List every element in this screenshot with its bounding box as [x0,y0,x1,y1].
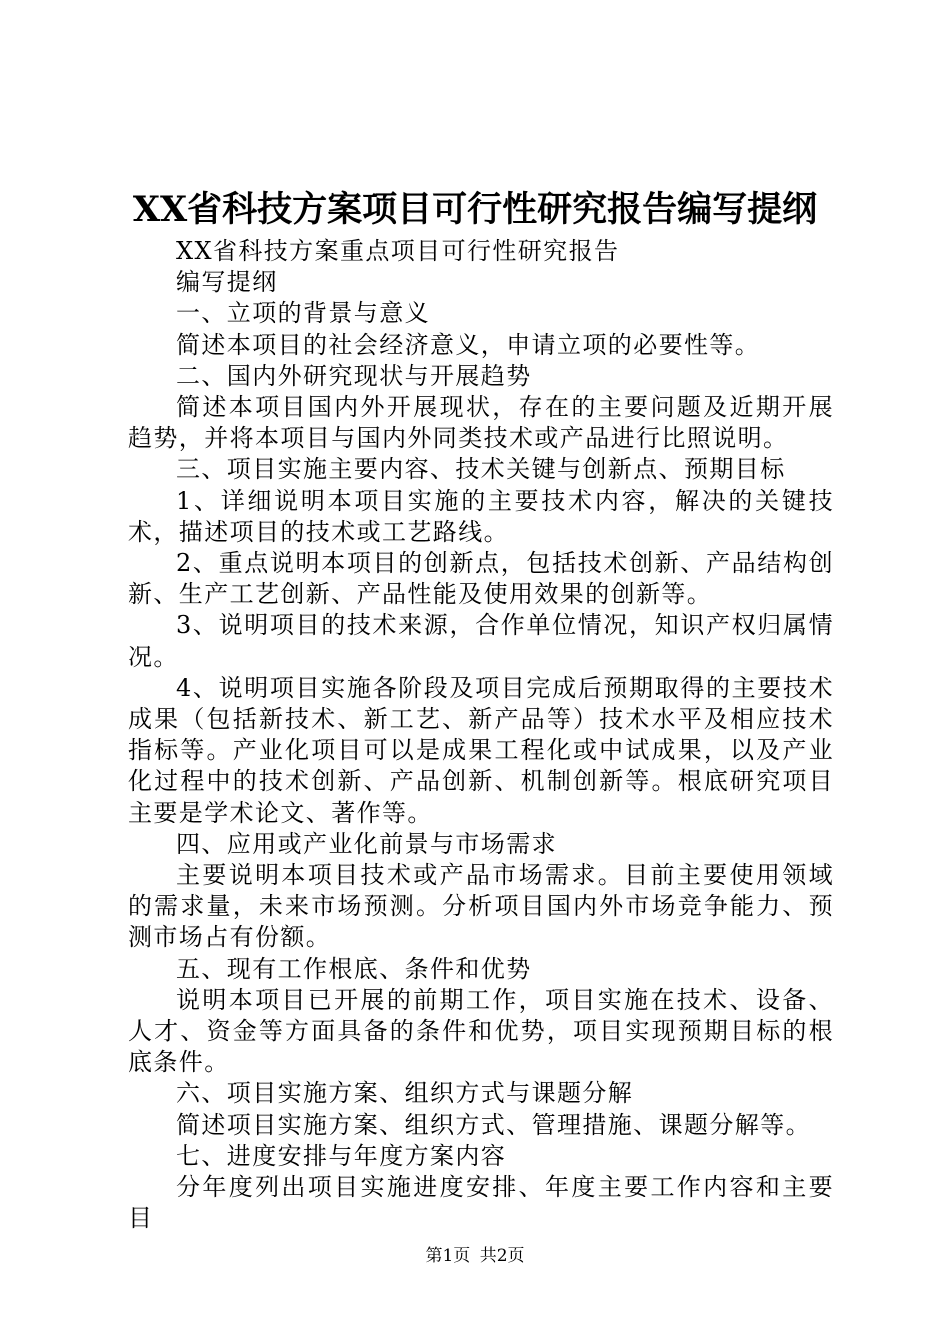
paragraph: XX省科技方案重点项目可行性研究报告 [176,237,620,265]
section-heading: 二、国内外研究现状与开展趋势 [176,361,532,390]
page-total: 共2页 [479,1246,525,1266]
section-heading: 六、项目实施方案、组织方式与课题分解 [176,1079,634,1108]
paragraph: 4、说明项目实施各阶段及项目完成后预期取得的主要技术成果（包括新技术、新工艺、新产品等）技术水平及相应技术指标等。产业化项目可以是成果工程化或中试成果，以及产业化过程中的技术创新、产品创新、机制创新等。根底研究项目主要是学术论文、著作等。 [128,673,834,827]
paragraph: 1、详细说明本项目实施的主要技术内容，解决的关键技术，描述项目的技术或工艺路线。 [128,486,834,546]
section-heading: 三、项目实施主要内容、技术关键与创新点、预期目标 [176,455,786,484]
paragraph: 分年度列出项目实施进度安排、年度主要工作内容和主要目 [128,1173,834,1233]
paragraph: 编写提纲 [176,268,278,297]
section-heading: 五、现有工作根底、条件和优势 [176,954,532,983]
paragraph: 说明本项目已开展的前期工作，项目实施在技术、设备、人才、资金等方面具备的条件和优势，项目实现预期目标的根底条件。 [128,985,834,1077]
paragraph: 主要说明本项目技术或产品市场需求。目前主要使用领域的需求量，未来市场预测。分析项目国内外市场竞争能力、预测市场占有份额。 [128,861,834,952]
section-heading: 四、应用或产业化前景与市场需求 [176,829,557,858]
page-footer [0,1244,950,1268]
paragraph: 简述本项目国内外开展现状，存在的主要问题及近期开展趋势，并将本项目与国内外同类技术或产品进行比照说明。 [128,393,834,453]
paragraph: 2、重点说明本项目的创新点，包括技术创新、产品结构创新、生产工艺创新、产品性能及使用效果的创新等。 [128,549,834,609]
document-title: XX省科技方案项目可行性研究报告编写提纲 [132,189,818,230]
page-number: 第1页 [425,1246,471,1266]
paragraph: 简述项目实施方案、组织方式、管理措施、课题分解等。 [176,1110,811,1139]
section-heading: 一、立项的背景与意义 [176,299,430,328]
paragraph: 简述本项目的社会经济意义，申请立项的必要性等。 [176,330,761,359]
document-body [128,236,834,1235]
section-heading: 七、进度安排与年度方案内容 [176,1141,507,1170]
paragraph: 3、说明项目的技术来源，合作单位情况，知识产权归属情况。 [128,611,834,671]
